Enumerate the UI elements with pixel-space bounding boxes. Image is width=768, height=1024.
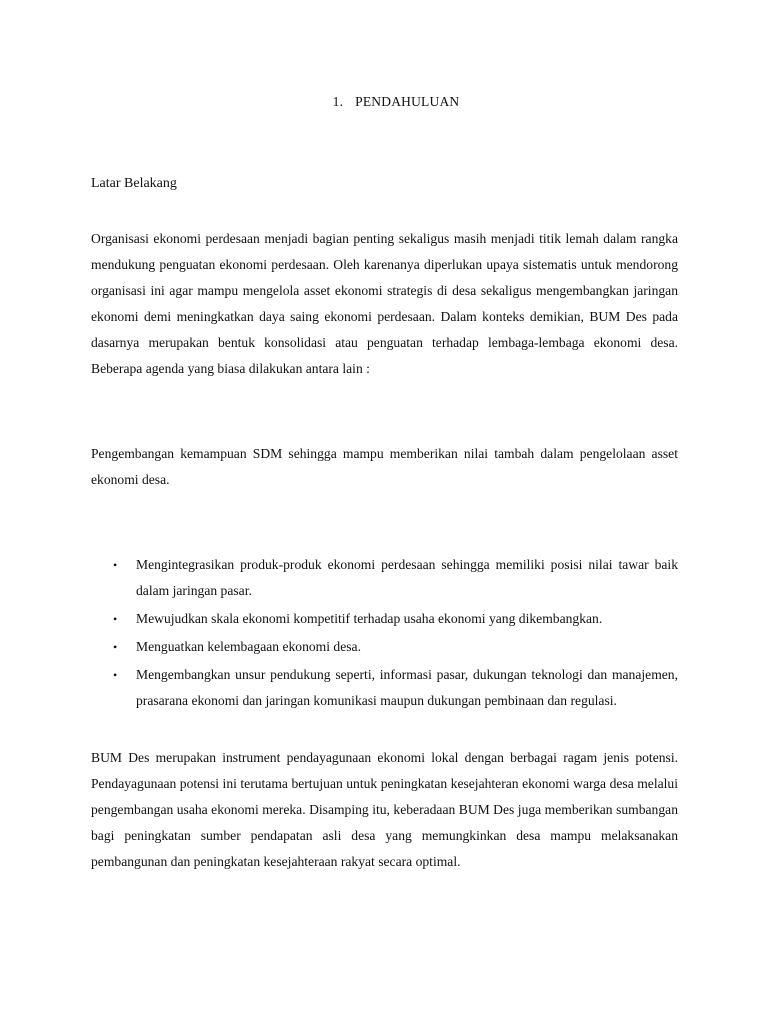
list-item: [91, 662, 678, 714]
bullet-icon: •: [113, 558, 118, 572]
bullet-icon: •: [113, 640, 118, 654]
list-item: [91, 552, 678, 604]
list-item-text: Mengintegrasikan produk-produk ekonomi perdesaan sehingga memiliki posisi nilai tawar baik dalam jaringan pasar.: [136, 557, 678, 598]
paragraph-intro: Organisasi ekonomi perdesaan menjadi bagian penting sekaligus masih menjadi titik lemah dalam rangka mendukung penguatan ekonomi perdesaan. Oleh karenanya diperlukan upaya sistematis untuk mendorong organisasi ini agar mampu mengelola asset ekonomi strategis di desa sekaligus mengembangkan jaringan ekonomi demi meningkatkan daya saing ekonomi perdesaan. Dalam konteks demikian, BUM Des pada dasarnya merupakan bentuk konsolidasi atau penguatan terhadap lembaga-lembaga ekonomi desa. Beberapa agenda yang biasa dilakukan antara lain :: [91, 231, 678, 376]
paragraph-bumdes: BUM Des merupakan instrument pendayagunaan ekonomi lokal dengan berbagai ragam jenis potensi. Pendayagunaan potensi ini terutama bertujuan untuk peningkatan kesejahteran ekonomi warga desa melalui pengembangan usaha ekonomi mereka. Disamping itu, keberadaan BUM Des juga memberikan sumbangan bagi peningkatan sumber pendapatan asli desa yang memungkinkan desa mampu melaksanakan pembangunan dan peningkatan kesejahteraan rakyat secara optimal.: [91, 750, 678, 869]
bullet-icon: •: [113, 612, 118, 626]
subsection-title: Latar Belakang: [91, 176, 177, 191]
list-item-text: Mewujudkan skala ekonomi kompetitif terhadap usaha ekonomi yang dikembangkan.: [136, 611, 603, 626]
section-number: 1.: [332, 94, 344, 109]
bullet-icon: •: [113, 668, 118, 682]
agenda-list: [91, 552, 678, 716]
list-item: [91, 606, 678, 632]
list-item-text: Mengembangkan unsur pendukung seperti, informasi pasar, dukungan teknologi dan manajemen, prasarana ekonomi dan jaringan komunikasi maupun dukungan pembinaan dan regulasi.: [136, 667, 678, 708]
paragraph-sdm: Pengembangan kemampuan SDM sehingga mampu memberikan nilai tambah dalam pengelolaan asset ekonomi desa.: [91, 446, 678, 487]
list-item-text: Menguatkan kelembagaan ekonomi desa.: [136, 639, 361, 654]
list-item: [91, 634, 678, 660]
section-heading: [0, 94, 768, 110]
section-title: PENDAHULUAN: [355, 94, 460, 109]
